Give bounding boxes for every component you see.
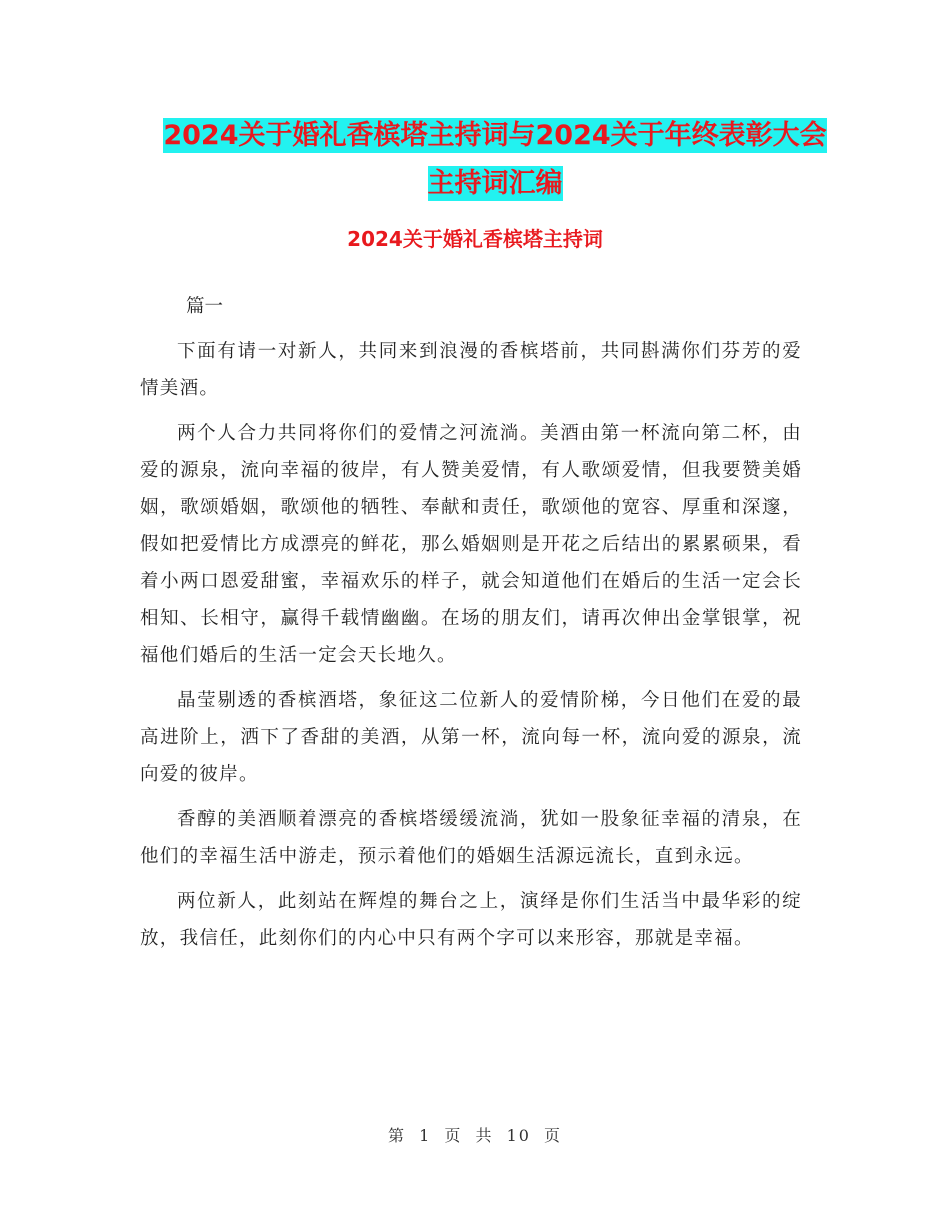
section-title: 2024关于婚礼香槟塔主持词 (347, 227, 603, 251)
paragraph-2: 两个人合力共同将你们的爱情之河流淌。美酒由第一杯流向第二杯，由爱的源泉，流向幸福的彼岸，有人赞美爱情，有人歌颂爱情，但我要赞美婚姻，歌颂婚姻，歌颂他的牺牲、奉献和责任，歌颂他的宽容、厚重和深邃，假如把爱情比方成漂亮的鲜花，那么婚姻则是开花之后结出的累累硕果，看着小两口恩爱甜蜜，幸福欢乐的样子，就会知道他们在婚后的生活一定会长相知、长相守，赢得千载情幽幽。在场的朋友们，请再次伸出金掌银掌，祝福他们婚后的生活一定会天长地久。 (140, 423, 802, 666)
paragraph-3: 晶莹剔透的香槟酒塔，象征这二位新人的爱情阶梯，今日他们在爱的最高进阶上，洒下了香甜的美酒，从第一杯，流向每一杯，流向爱的源泉，流向爱的彼岸。 (140, 690, 802, 785)
footer-suffix: 页 (544, 1126, 563, 1145)
footer-total-word: 共 (475, 1126, 494, 1145)
footer-total-pages: 10 (506, 1126, 531, 1145)
document-title (140, 112, 850, 208)
paragraph-1: 下面有请一对新人，共同来到浪漫的香槟塔前，共同斟满你们芬芳的爱情美酒。 (140, 341, 802, 399)
document-title-line-1: 2024关于婚礼香槟塔主持词与2024关于年终表彰大会 (163, 120, 827, 151)
footer-current-page: 1 (419, 1126, 432, 1145)
document-title-line-2: 主持词汇编 (427, 168, 563, 199)
page-footer (0, 1123, 950, 1149)
footer-prefix: 第 (387, 1126, 406, 1145)
paragraph-4: 香醇的美酒顺着漂亮的香槟塔缓缓流淌，犹如一股象征幸福的清泉，在他们的幸福生活中游走，预示着他们的婚姻生活源远流长，直到永远。 (140, 809, 802, 867)
paragraph-5: 两位新人，此刻站在辉煌的舞台之上，演绎是你们生活当中最华彩的绽放，我信任，此刻你们的内心中只有两个字可以来形容，那就是幸福。 (140, 891, 802, 949)
footer-page-word: 页 (444, 1126, 463, 1145)
document-body (140, 288, 802, 965)
part-label: 篇一 (186, 296, 224, 317)
